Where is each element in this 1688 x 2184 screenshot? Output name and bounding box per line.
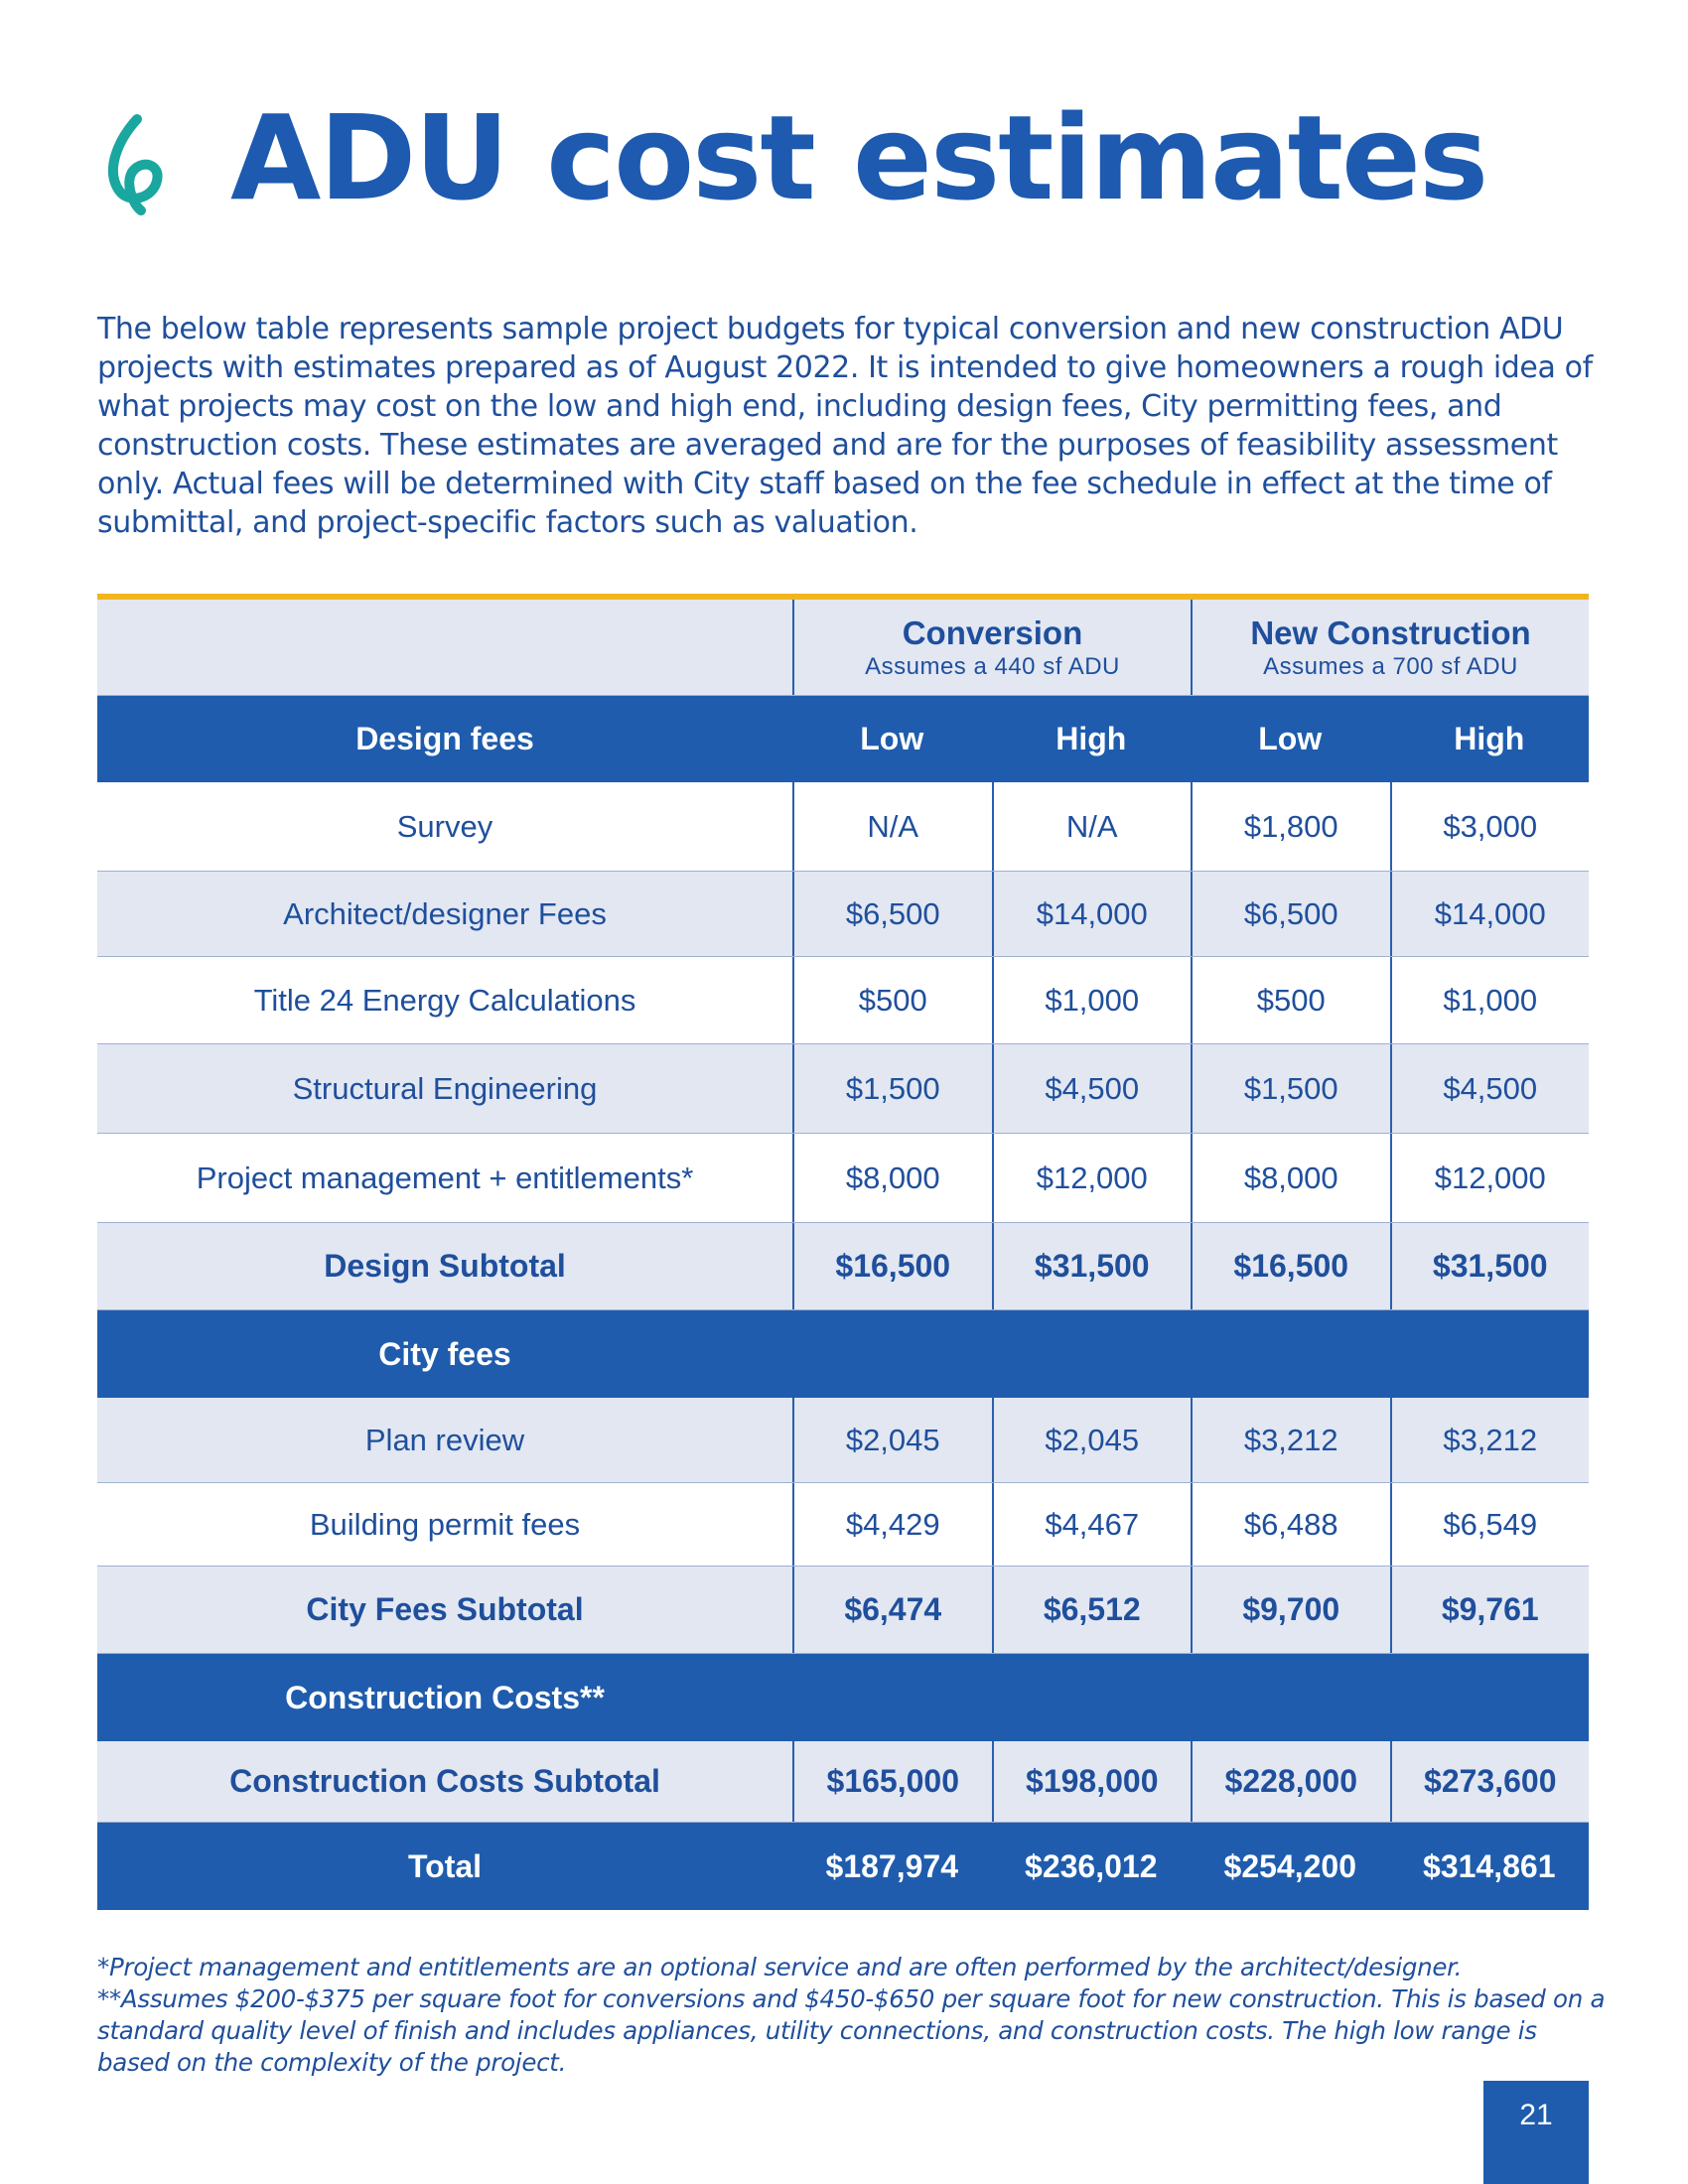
table-row bbox=[97, 1398, 1589, 1483]
table-cell: $254,200 bbox=[1223, 1847, 1356, 1884]
group-title: Conversion bbox=[902, 614, 1083, 651]
row-label: Structural Engineering bbox=[292, 1070, 598, 1106]
table-cell: $6,474 bbox=[792, 1567, 992, 1653]
design-fees-header-row bbox=[97, 696, 1589, 782]
table-cell: $9,700 bbox=[1191, 1567, 1390, 1653]
table-row bbox=[97, 957, 1589, 1044]
column-header: Low bbox=[860, 721, 924, 756]
construction-subtotal-row bbox=[97, 1741, 1589, 1823]
table-cell: $6,512 bbox=[992, 1567, 1192, 1653]
group-subtitle: Assumes a 700 sf ADU bbox=[1263, 653, 1518, 680]
footnote: *Project management and entitlements are an optional service and are often performed by the architect/designer. bbox=[97, 1953, 1463, 1981]
cost-estimates-table bbox=[97, 594, 1589, 1910]
group-conversion bbox=[792, 600, 1191, 695]
table-cell: $8,000 bbox=[1191, 1134, 1390, 1222]
table-row bbox=[97, 1134, 1589, 1223]
table-cell: $14,000 bbox=[992, 872, 1192, 956]
table-cell: $4,429 bbox=[792, 1483, 992, 1566]
row-label: Title 24 Energy Calculations bbox=[253, 982, 636, 1018]
group-title: New Construction bbox=[1250, 614, 1531, 651]
table-cell: $236,012 bbox=[1025, 1847, 1158, 1884]
page-number: 21 bbox=[1483, 2081, 1589, 2184]
row-label: Total bbox=[407, 1847, 483, 1884]
script-loop-icon bbox=[97, 111, 177, 220]
table-cell: $165,000 bbox=[792, 1741, 992, 1822]
table-cell: $3,212 bbox=[1390, 1398, 1590, 1482]
table-cell: $16,500 bbox=[792, 1223, 992, 1309]
group-header-empty bbox=[97, 600, 792, 695]
group-new-construction bbox=[1191, 600, 1589, 695]
table-cell: N/A bbox=[792, 782, 992, 871]
table-cell: $4,500 bbox=[992, 1044, 1192, 1133]
table-cell: $500 bbox=[1191, 957, 1390, 1043]
table-cell: $16,500 bbox=[1191, 1223, 1390, 1309]
table-cell: $12,000 bbox=[1390, 1134, 1590, 1222]
table-cell: $1,500 bbox=[792, 1044, 992, 1133]
table-cell: $1,000 bbox=[1390, 957, 1590, 1043]
footnote: **Assumes $200-$375 per square foot for conversions and $450-$650 per square foot for new construction. This is based on a standard quality level of finish and includes appliances, utility connections, and construction costs. The high low range is based on the complexity of the project. bbox=[97, 1984, 1606, 2077]
table-cell: $2,045 bbox=[992, 1398, 1192, 1482]
table-row bbox=[97, 872, 1589, 957]
table-row bbox=[97, 1044, 1589, 1134]
row-label: Survey bbox=[396, 808, 493, 844]
table-cell: $14,000 bbox=[1390, 872, 1590, 956]
page-title: ADU cost estimates bbox=[230, 89, 1487, 226]
construction-costs-header-row bbox=[97, 1654, 1589, 1741]
table-row bbox=[97, 782, 1589, 872]
table-cell: $31,500 bbox=[1390, 1223, 1590, 1309]
row-label: Building permit fees bbox=[309, 1506, 581, 1542]
section-label: Construction Costs** bbox=[285, 1679, 605, 1715]
table-cell: $3,212 bbox=[1191, 1398, 1390, 1482]
total-row bbox=[97, 1823, 1589, 1910]
table-cell: $2,045 bbox=[792, 1398, 992, 1482]
row-label: Construction Costs Subtotal bbox=[229, 1763, 660, 1799]
intro-paragraph: The below table represents sample project budgets for typical conversion and new construction ADU projects with estimates prepared as of August 2022. It is intended to give homeowners a rough idea of what projects may cost on the low and high end, including design fees, City permitting fees, and construction costs. These estimates are averaged and are for the purposes of feasibility assessment only. Actual fees will be determined with City staff based on the fee schedule in effect at the time of submittal, and project-specific factors such as valuation. bbox=[97, 312, 1593, 540]
table-row bbox=[97, 1483, 1589, 1567]
row-label: Plan review bbox=[364, 1422, 525, 1457]
row-label: Design Subtotal bbox=[324, 1248, 566, 1284]
table-cell: $1,800 bbox=[1191, 782, 1390, 871]
section-label: City fees bbox=[378, 1335, 511, 1372]
table-cell: $4,500 bbox=[1390, 1044, 1590, 1133]
table-cell: $8,000 bbox=[792, 1134, 992, 1222]
table-cell: $12,000 bbox=[992, 1134, 1192, 1222]
group-subtitle: Assumes a 440 sf ADU bbox=[865, 653, 1120, 680]
row-label: City Fees Subtotal bbox=[306, 1591, 584, 1627]
design-subtotal-row bbox=[97, 1223, 1589, 1310]
table-cell: $6,500 bbox=[1191, 872, 1390, 956]
table-cell: $3,000 bbox=[1390, 782, 1590, 871]
table-cell: $9,761 bbox=[1390, 1567, 1590, 1653]
footnotes bbox=[97, 1952, 1607, 2079]
column-header: High bbox=[1055, 721, 1127, 756]
row-label: Architect/designer Fees bbox=[283, 895, 607, 931]
table-cell: $314,861 bbox=[1423, 1847, 1556, 1884]
row-label: Project management + entitlements* bbox=[196, 1160, 694, 1195]
table-cell: $500 bbox=[792, 957, 992, 1043]
column-header: Low bbox=[1258, 721, 1323, 756]
column-header: High bbox=[1454, 721, 1525, 756]
table-cell: N/A bbox=[992, 782, 1192, 871]
table-cell: $6,488 bbox=[1191, 1483, 1390, 1566]
table-cell: $31,500 bbox=[992, 1223, 1192, 1309]
city-fees-header-row bbox=[97, 1310, 1589, 1398]
table-cell: $6,500 bbox=[792, 872, 992, 956]
city-subtotal-row bbox=[97, 1567, 1589, 1654]
section-label: Design fees bbox=[355, 721, 534, 756]
table-cell: $1,000 bbox=[992, 957, 1192, 1043]
table-cell: $198,000 bbox=[992, 1741, 1192, 1822]
table-cell: $6,549 bbox=[1390, 1483, 1590, 1566]
table-cell: $273,600 bbox=[1390, 1741, 1590, 1822]
table-cell: $4,467 bbox=[992, 1483, 1192, 1566]
group-header-row bbox=[97, 600, 1589, 696]
table-cell: $1,500 bbox=[1191, 1044, 1390, 1133]
table-cell: $228,000 bbox=[1191, 1741, 1390, 1822]
table-cell: $187,974 bbox=[825, 1847, 958, 1884]
